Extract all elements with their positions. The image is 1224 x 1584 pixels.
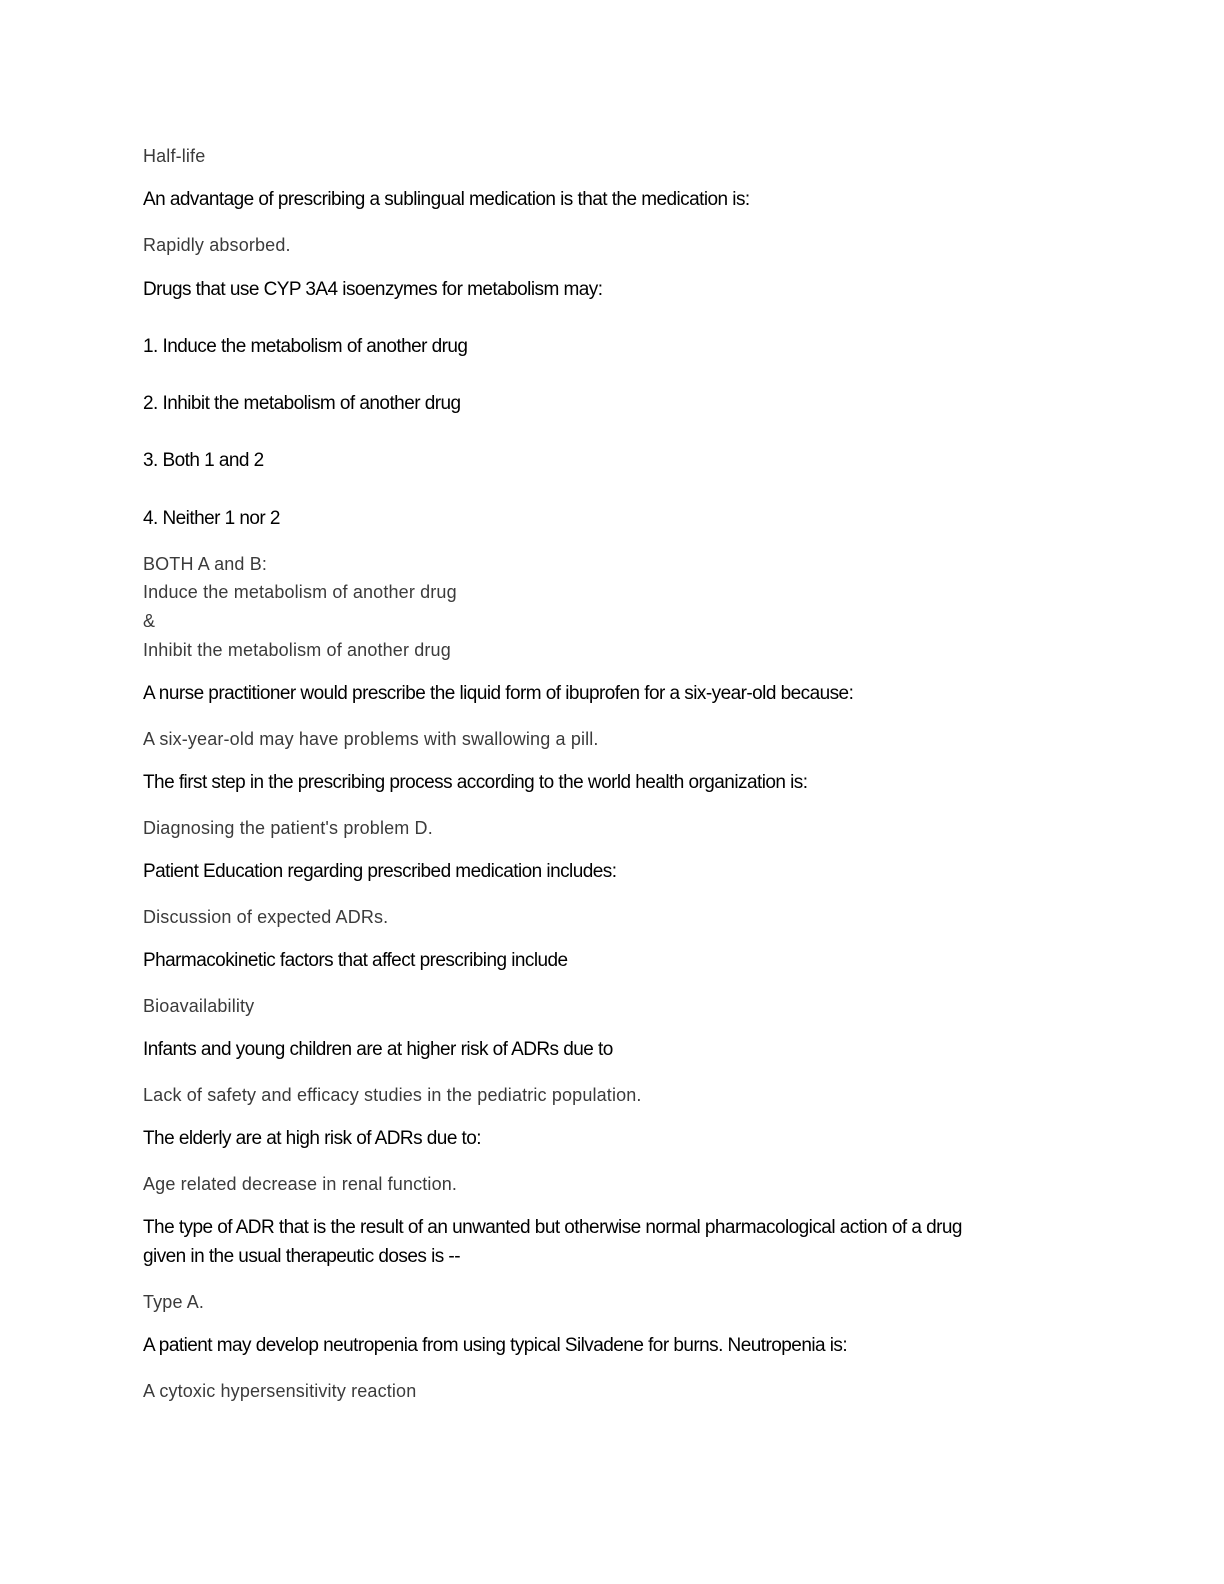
- answer-text: A six-year-old may have problems with swallowing a pill.: [143, 729, 599, 749]
- question-text: The elderly are at high risk of ADRs due to:: [143, 1128, 482, 1149]
- answer-text: &: [143, 611, 156, 631]
- question-text: A nurse practitioner would prescribe the liquid form of ibuprofen for a six-year-old because:: [143, 683, 854, 704]
- answer-text: Type A.: [143, 1292, 205, 1312]
- question-text: The type of ADR that is the result of an unwanted but otherwise normal pharmacological action of a drug: [143, 1217, 962, 1238]
- question-option: 2. Inhibit the metabolism of another drug: [143, 393, 461, 414]
- answer-text: Induce the metabolism of another drug: [143, 582, 457, 602]
- answer-text: Half-life: [143, 146, 206, 166]
- question-text: The first step in the prescribing process according to the world health organization is:: [143, 772, 808, 793]
- question-text: Infants and young children are at higher risk of ADRs due to: [143, 1039, 613, 1060]
- answer-text: Inhibit the metabolism of another drug: [143, 640, 451, 660]
- answer-text: Diagnosing the patient's problem D.: [143, 818, 433, 838]
- answer-text: BOTH A and B:: [143, 554, 268, 574]
- question-option: 3. Both 1 and 2: [143, 450, 264, 471]
- question-option: 1. Induce the metabolism of another drug: [143, 336, 468, 357]
- answer-text: Discussion of expected ADRs.: [143, 907, 389, 927]
- question-option: 4. Neither 1 nor 2: [143, 508, 280, 529]
- answer-text: Lack of safety and efficacy studies in the pediatric population.: [143, 1085, 642, 1105]
- answer-text: A cytoxic hypersensitivity reaction: [143, 1381, 417, 1401]
- answer-text: Bioavailability: [143, 996, 255, 1016]
- question-text: given in the usual therapeutic doses is --: [143, 1246, 460, 1267]
- question-text: An advantage of prescribing a sublingual medication is that the medication is:: [143, 189, 750, 210]
- answer-text: Age related decrease in renal function.: [143, 1174, 458, 1194]
- question-text: A patient may develop neutropenia from using typical Silvadene for burns. Neutropenia is:: [143, 1335, 848, 1356]
- answer-text: Rapidly absorbed.: [143, 235, 291, 255]
- question-text: Pharmacokinetic factors that affect prescribing include: [143, 950, 568, 971]
- question-text: Patient Education regarding prescribed medication includes:: [143, 861, 617, 882]
- question-text: Drugs that use CYP 3A4 isoenzymes for metabolism may:: [143, 279, 603, 300]
